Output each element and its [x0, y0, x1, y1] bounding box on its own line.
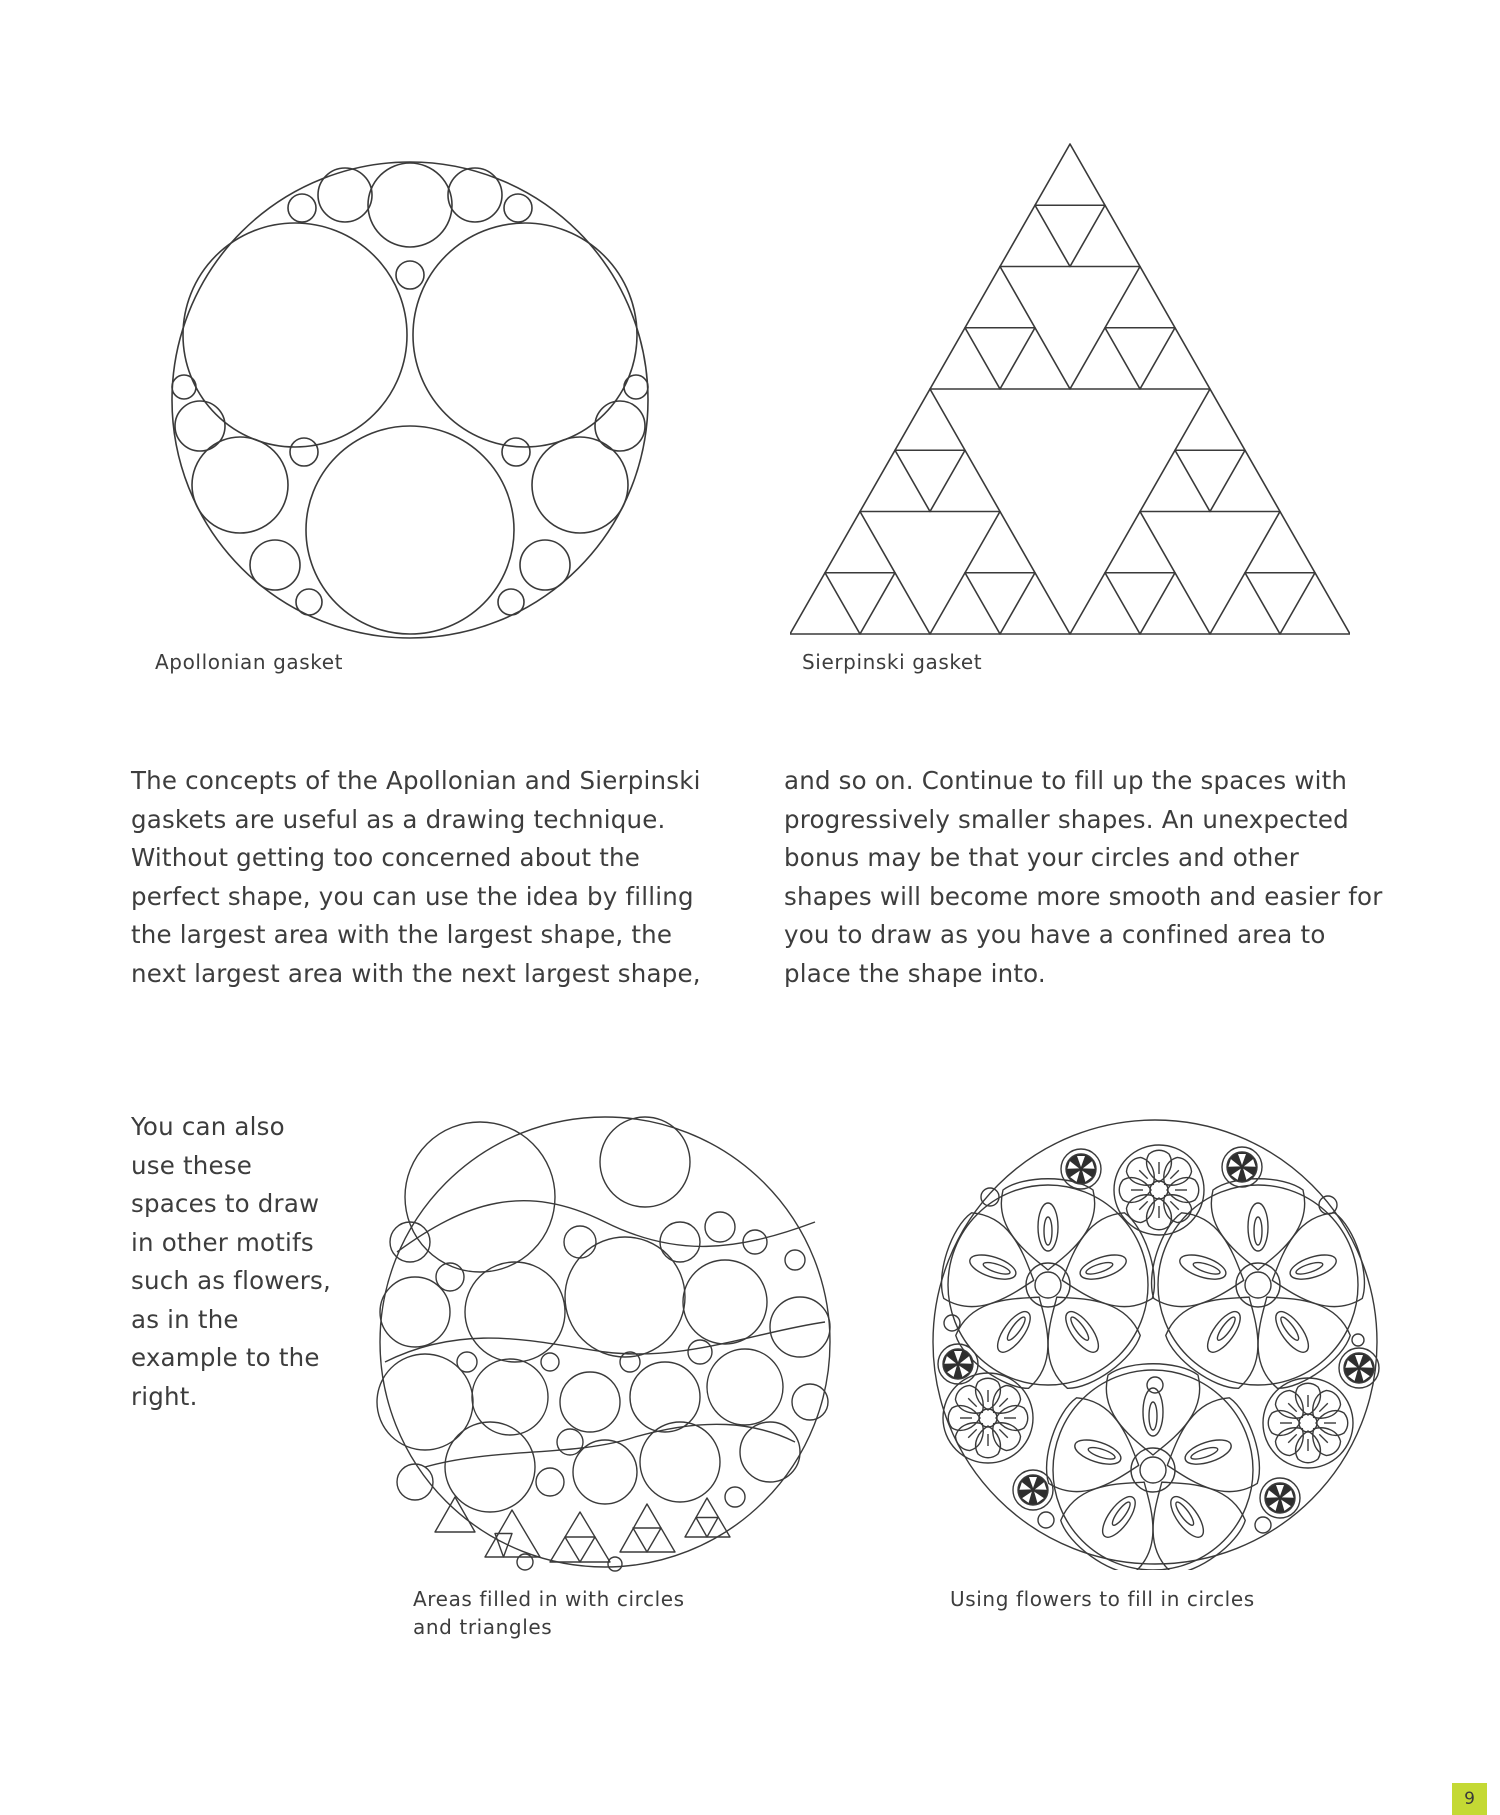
body-text-right-column: and so on. Continue to fill up the spaces with progressively smaller shapes. An unexpected bonus may be that your circles and other shapes will become more smooth and easier for you to draw as you have a confined area to place the shape into. — [784, 766, 1383, 988]
circles-triangles-caption — [413, 1585, 685, 1641]
body-text-left-column: The concepts of the Apollonian and Sierpinski gaskets are useful as a drawing technique. Without getting too concerned about the perfect shape, you can use the idea by filling the largest area with the largest shape, the next largest area with the next largest shape, — [131, 766, 701, 988]
outer-circle — [172, 162, 648, 638]
medium-circle-right — [532, 437, 628, 533]
caption-line-2: and triangles — [413, 1615, 553, 1639]
circles-triangles-figure — [375, 1112, 835, 1572]
large-circle-left — [183, 223, 407, 447]
medium-circle-top — [368, 163, 452, 247]
sierpinski-caption: Sierpinski gasket — [802, 650, 983, 674]
apollonian-caption: Apollonian gasket — [155, 650, 344, 674]
large-circle-right — [413, 223, 637, 447]
sierpinski-gasket-figure — [790, 140, 1350, 640]
large-circle-bottom — [306, 426, 514, 634]
medium-circle-left — [192, 437, 288, 533]
outer-circle — [933, 1120, 1377, 1564]
page-number: 9 — [1452, 1783, 1487, 1815]
caption-line-1: Areas filled in with circles — [413, 1587, 685, 1611]
apollonian-gasket-figure — [160, 160, 660, 640]
flowers-figure — [928, 1115, 1383, 1570]
flowers-caption: Using flowers to fill in circles — [950, 1587, 1255, 1611]
side-note-text: You can also use these spaces to draw in other motifs such as flowers, as in the example to the right. — [131, 1112, 332, 1411]
